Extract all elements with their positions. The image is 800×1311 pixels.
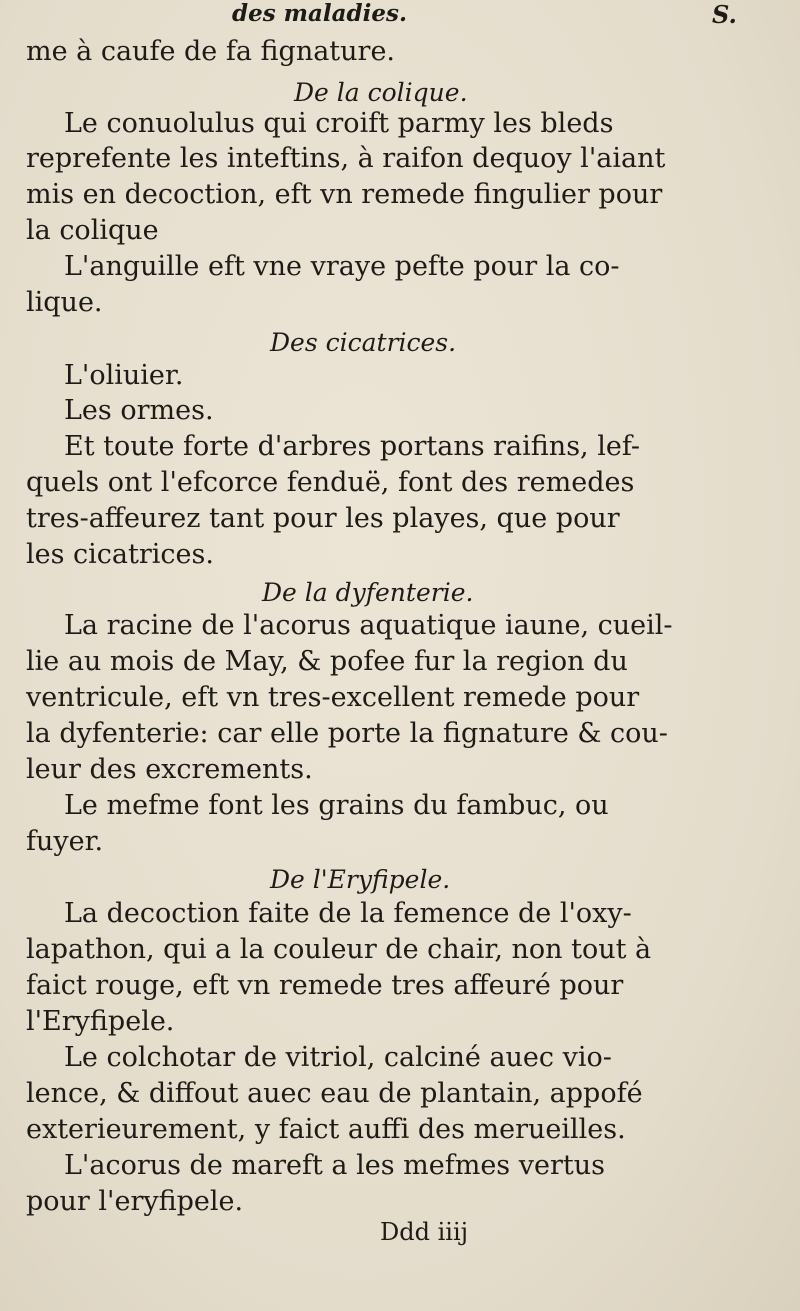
text-line: Les ormes. — [64, 395, 214, 426]
text-line: Et toute forte d'arbres portans raifins, lef- — [64, 431, 640, 462]
text-line: Le colchotar de vitriol, calciné auec vio- — [64, 1042, 612, 1073]
text-line: quels ont l'efcorce fenduë, font des remedes — [26, 467, 635, 498]
text-line: L'oliuier. — [64, 360, 184, 391]
text-line: fuyer. — [26, 826, 104, 857]
text-line: la colique — [26, 215, 159, 246]
text-line: la dyfenterie: car elle porte la fignature & cou- — [26, 718, 668, 749]
text-line: ventricule, eft vn tres-excellent remede pour — [26, 682, 640, 713]
text-line: lie au mois de May, & pofee fur la region du — [26, 646, 628, 677]
section-heading-colique: De la colique. — [294, 78, 468, 107]
text-line: faict rouge, eft vn remede tres affeuré pour — [26, 970, 624, 1001]
text-line: lapathon, qui a la couleur de chair, non tout à — [26, 934, 652, 965]
signature-mark: Ddd iiij — [380, 1218, 469, 1246]
text-line: pour l'eryfipele. — [26, 1186, 244, 1217]
text-line: tres-affeurez tant pour les playes, que pour — [26, 503, 620, 534]
text-line: L'acorus de mareft a les mefmes vertus — [64, 1150, 605, 1181]
text-line: exterieurement, y faict auffi des merueilles. — [26, 1114, 626, 1145]
text-line: L'anguille eft vne vraye pefte pour la co- — [64, 251, 620, 282]
text-line: me à caufe de fa fignature. — [26, 36, 396, 67]
text-line: La racine de l'acorus aquatique iaune, cueil- — [64, 610, 673, 641]
running-title: des maladies. — [232, 0, 407, 27]
text-line: lence, & diffout auec eau de plantain, appofé — [26, 1078, 643, 1109]
section-heading-cicatrices: Des cicatrices. — [270, 328, 457, 357]
text-line: lique. — [26, 287, 103, 318]
section-heading-erysipele: De l'Eryfipele. — [270, 865, 451, 894]
section-heading-dysenterie: De la dyfenterie. — [262, 578, 474, 607]
text-line: La decoction faite de la femence de l'oxy- — [64, 898, 632, 929]
text-line: Le mefme font les grains du fambuc, ou — [64, 790, 609, 821]
text-line: leur des excrements. — [26, 754, 313, 785]
text-line: les cicatrices. — [26, 539, 214, 570]
text-line: Le conuolulus qui croift parmy les bleds — [64, 108, 614, 139]
folio: S. — [712, 0, 737, 29]
text-line: reprefente les inteftins, à raifon dequoy l'aiant — [26, 143, 666, 174]
text-line: l'Eryfipele. — [26, 1006, 175, 1037]
text-line: mis en decoction, eft vn remede fingulier pour — [26, 179, 663, 210]
